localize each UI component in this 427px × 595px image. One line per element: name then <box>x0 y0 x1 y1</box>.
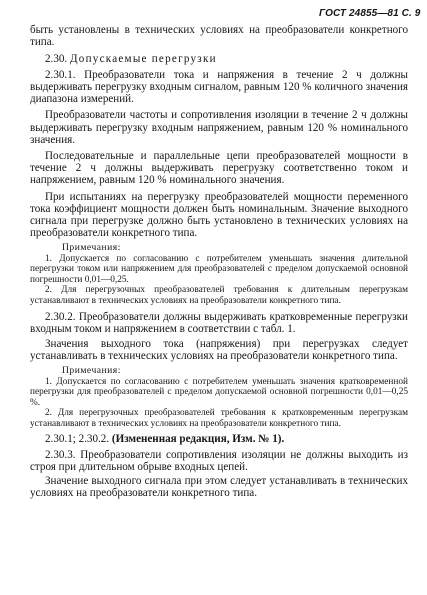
section-number: 2.30. <box>45 53 68 66</box>
section-title: Допускаемые перегрузки <box>69 53 217 66</box>
notes-heading-1: Примечания: <box>62 242 121 254</box>
page-body <box>30 24 408 500</box>
notes-heading-2: Примечания: <box>62 365 121 377</box>
amendment-note <box>30 433 408 445</box>
paragraph-overload-tests: При испытаниях на перегрузку преобразователей мощности переменного тока коэффициент мощности должен быть номинальным. Значение выходного сигнала при перегрузке должно быть установлено в технических условиях на преобразователи конкретного типа. <box>30 191 408 240</box>
running-header: ГОСТ 24855—81 С. 9 <box>319 8 421 19</box>
note-1-item-1: 1. Допускается по согласованию с потребителем уменьшать значения длительной перегрузки током или напряжением для преобразователей с пределом допускаемой основной погрешности 0,01—0,25. <box>30 254 408 285</box>
note-1-item-2: 2. Для перегрузочных преобразователей требования к длительным перегрузкам устанавливают в технических условиях на преобразователи конкретного типа. <box>30 285 408 306</box>
paragraph-output-values: Значения выходного тока (напряжения) при перегрузках следует устанавливать в технических условиях на преобразователи конкретного типа. <box>30 338 408 363</box>
paragraph-2-30-1: 2.30.1. Преобразователи тока и напряжения в течение 2 ч должны выдерживать перегрузку входным сигналом, равным 120 % количного значения диапазона измерений. <box>30 69 408 106</box>
note-2-item-1: 1. Допускается по согласованию с потребителем уменьшать значения кратковременной перегрузки для преобразователей с пределом допускаемой основной погрешности 0,01—0,25 %. <box>30 377 408 408</box>
paragraph-final: Значение выходного сигнала при этом следует устанавливать в технических условиях на преобразователи конкретного типа. <box>30 475 408 500</box>
paragraph-2-30-3: 2.30.3. Преобразователи сопротивления изоляции не должны выходить из строя при длительном обрыве входных цепей. <box>30 449 408 474</box>
paragraph-frequency-converters: Преобразователи частоты и сопротивления изоляции в течение 2 ч должны выдерживать перегрузку входным напряжением, равным 120 % номинального значения. <box>30 109 408 146</box>
continuation-paragraph: быть установлены в технических условиях на преобразователи конкретного типа. <box>30 24 408 49</box>
amendment-clauses: 2.30.1; 2.30.2. <box>45 433 110 446</box>
section-heading <box>30 53 408 65</box>
note-2-item-2: 2. Для перегрузочных преобразователей требования к кратковременным перегрузкам устанавливают в технических условиях на преобразователи конкретного типа. <box>30 408 408 429</box>
amendment-text: (Измененная редакция, Изм. № 1). <box>111 433 285 446</box>
paragraph-power-converters: Последовательные и параллельные цепи преобразователей мощности в течение 2 ч должны выдерживать перегрузку соответственно током и напряжением, равным 120 % номинального значения. <box>30 149 408 186</box>
paragraph-2-30-2: 2.30.2. Преобразователи должны выдерживать кратковременные перегрузки входным током и напряжением в соответствии с табл. 1. <box>30 311 408 336</box>
